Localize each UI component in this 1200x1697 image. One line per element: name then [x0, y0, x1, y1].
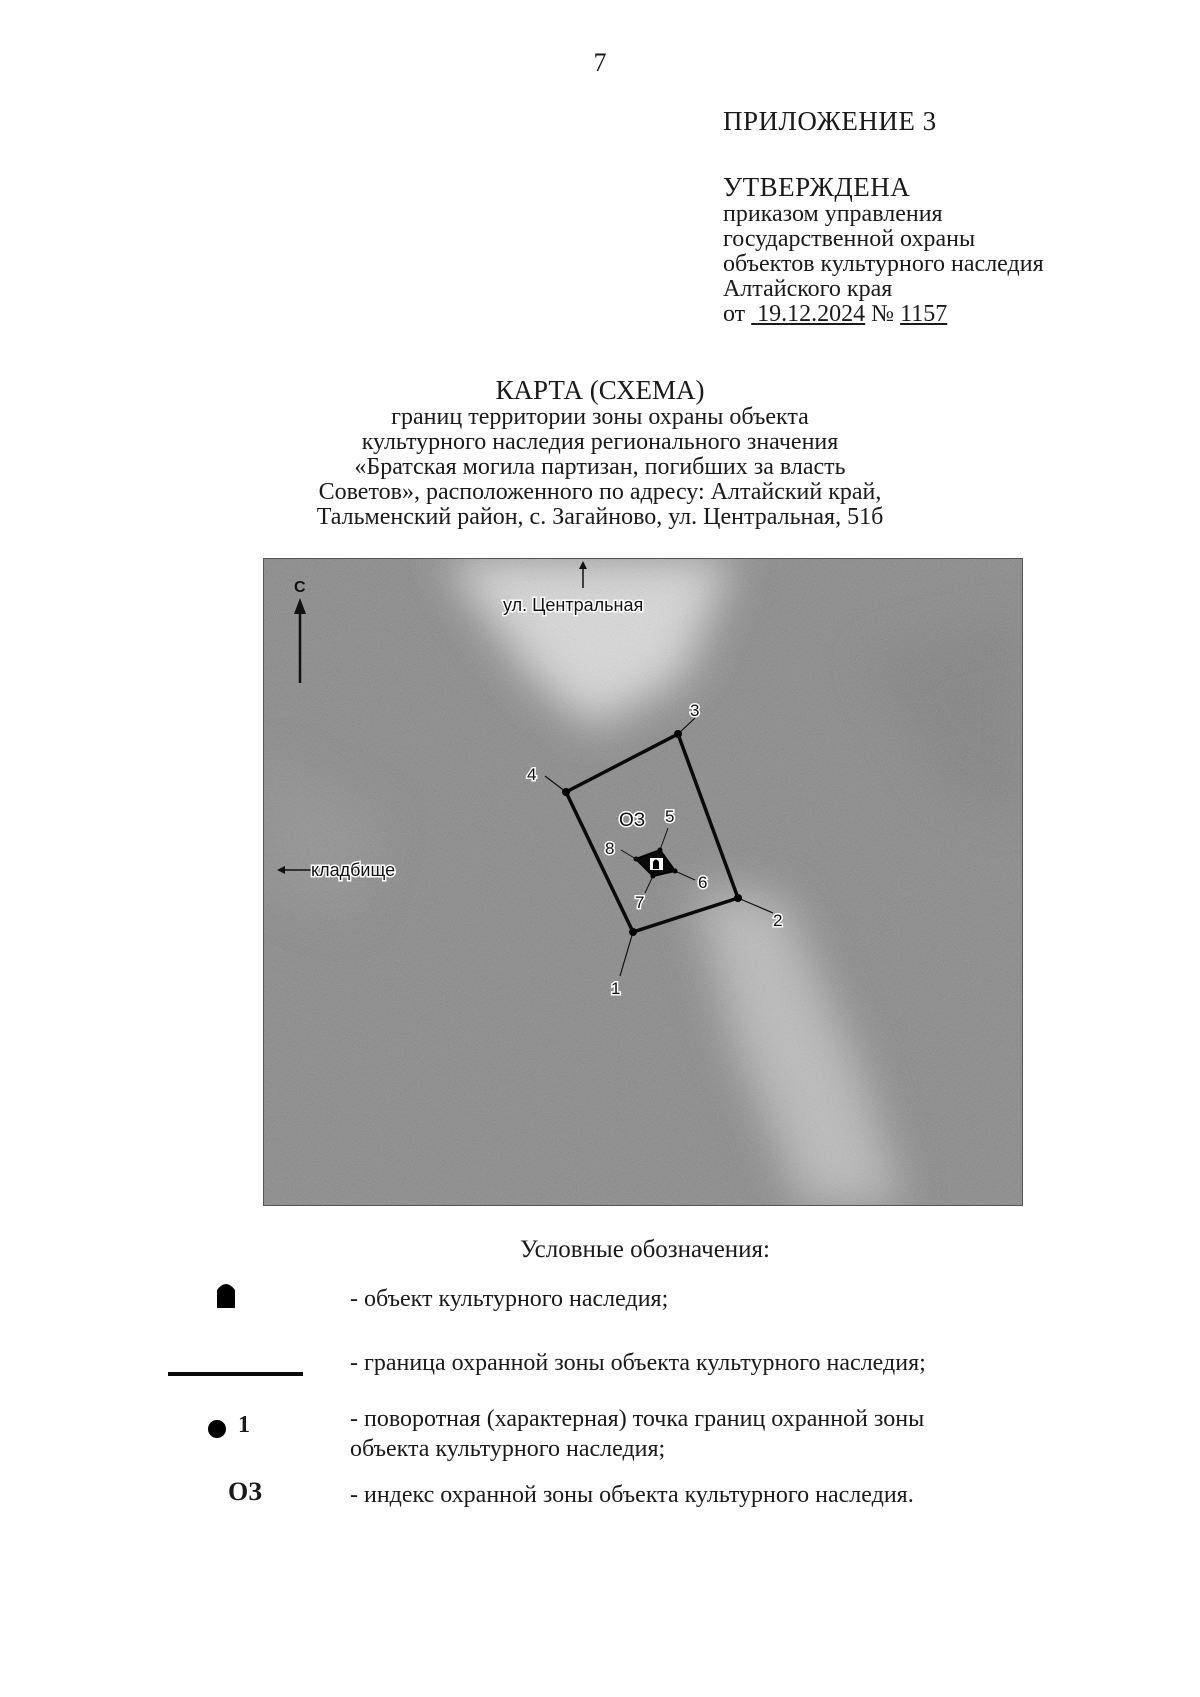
- turning-point-2: [734, 894, 742, 902]
- legend-item-text: - поворотная (характерная) точка границ охранной зоны объекта культурного наследия;: [350, 1406, 925, 1462]
- approval-line: государственной охраны: [723, 226, 976, 252]
- legend-item-text: - индекс охранной зоны объекта культурного наследия.: [350, 1482, 914, 1508]
- street-label: ул. Центральная: [503, 595, 644, 615]
- appendix-label: ПРИЛОЖЕНИЕ 3: [723, 106, 937, 136]
- north-label: С: [294, 579, 306, 596]
- point-label-3: 3: [690, 701, 700, 720]
- approval-heading: УТВЕРЖДЕНА: [723, 172, 911, 202]
- point-label-5: 5: [665, 807, 675, 826]
- monument-icon: [650, 858, 663, 870]
- point-label-8: 8: [605, 839, 615, 858]
- point-label-7: 7: [635, 893, 645, 912]
- document-title: [0, 375, 1200, 530]
- point-label-6: 6: [698, 873, 708, 892]
- approval-line: Алтайского края: [723, 276, 893, 302]
- cemetery-label: кладбище: [311, 860, 396, 880]
- site-map: [263, 558, 1023, 1206]
- legend-title: Условные обозначения:: [519, 1236, 771, 1263]
- title-line: культурного наследия регионального значения: [361, 429, 839, 455]
- zone-index-label: ОЗ: [619, 810, 646, 831]
- point-label-1: 1: [611, 979, 621, 998]
- legend-monument-icon: [215, 1280, 237, 1315]
- date-prefix: от: [723, 301, 746, 327]
- title-line: Тальменский район, с. Загайново, ул. Центральная, 51б: [316, 504, 884, 530]
- approval-date: 19.12.2024: [757, 301, 866, 327]
- approval-block: [723, 172, 1044, 327]
- approval-line: приказом управления: [723, 201, 943, 227]
- legend-point-dot-icon: [208, 1420, 226, 1438]
- approval-line: объектов культурного наследия: [723, 251, 1044, 277]
- title-line: «Братская могила партизан, погибших за власть: [354, 454, 846, 480]
- title-line: границ территории зоны охраны объекта: [391, 404, 809, 430]
- legend-item-text: - граница охранной зоны объекта культурного наследия;: [350, 1350, 926, 1376]
- title-line: Советов», расположенного по адресу: Алтайский край,: [318, 479, 882, 505]
- legend-zone-index: ОЗ: [228, 1477, 262, 1506]
- title-main: КАРТА (СХЕМА): [495, 375, 705, 405]
- legend-point-number: 1: [238, 1412, 250, 1438]
- page-number: 7: [593, 48, 607, 77]
- number-sign: №: [871, 301, 895, 327]
- legend-boundary-line: [168, 1372, 303, 1376]
- legend-item-text: - объект культурного наследия;: [350, 1286, 669, 1312]
- approval-number: 1157: [900, 301, 948, 327]
- turning-point-4: [562, 788, 570, 796]
- approval-date-line: [723, 302, 1044, 327]
- turning-point-1: [629, 928, 637, 936]
- turning-point-3: [674, 730, 682, 738]
- point-label-2: 2: [773, 911, 783, 930]
- point-label-4: 4: [527, 765, 537, 784]
